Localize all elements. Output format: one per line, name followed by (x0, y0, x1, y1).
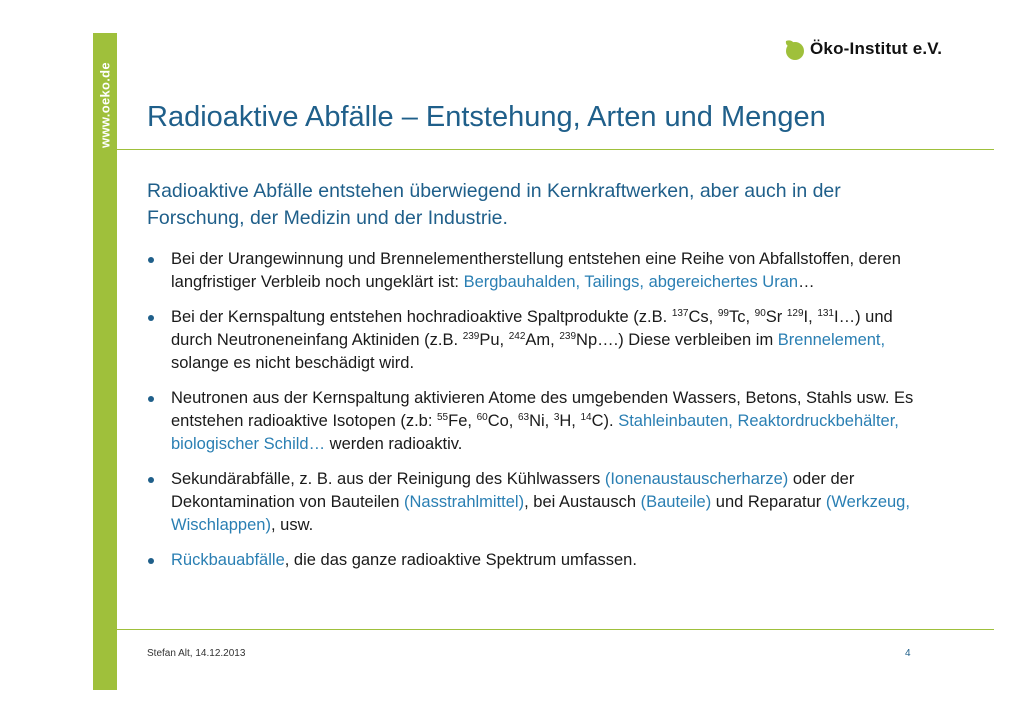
isotope-mass: 242 (508, 331, 526, 342)
bullet-text: Pu, (479, 331, 509, 349)
isotope-mass: 55 (437, 412, 449, 423)
isotope-mass: 90 (754, 308, 766, 319)
logo (780, 36, 942, 62)
isotope-mass: 99 (717, 308, 729, 319)
bullet-text: Ni, (529, 412, 554, 430)
bullet-dot-icon (148, 315, 154, 321)
slide-title: Radioaktive Abfälle – Entstehung, Arten und Mengen (147, 101, 826, 133)
bullet-dot-icon (148, 558, 154, 564)
bullet-item (147, 248, 917, 294)
bullet-dot-icon (148, 396, 154, 402)
bullet-text: Bei der Kernspaltung entstehen hochradioaktive Spaltprodukte (z.B. (171, 308, 672, 326)
bullet-highlight: Bergbauhalden, Tailings, abgereichertes Uran (463, 273, 799, 291)
bullet-text: solange es nicht beschädigt wird. (171, 354, 415, 372)
isotope-mass: 239 (559, 331, 577, 342)
bullet-text: Np….) Diese verbleiben im (576, 331, 778, 349)
isotope-mass: 131 (817, 308, 834, 319)
bullet-text: Bei der Urangewinnung und Brennelementherstellung entstehen eine Reihe von Abfallstoffen, deren langfristiger Verbleib noch ungeklärt ist: (171, 250, 901, 291)
isotope-mass: 63 (517, 412, 530, 423)
bullet-text: Fe, (448, 412, 477, 430)
bullet-text: I, (803, 308, 818, 326)
bullet-text: C). (591, 412, 619, 430)
sidebar-url-text: www.oeko.de (97, 62, 113, 148)
bullet-list (147, 248, 917, 584)
logo-text: Öko-Institut e.V. (810, 39, 943, 58)
bullet-text: Sekundärabfälle, z. B. aus der Reinigung des Kühlwassers (171, 470, 605, 488)
bullet-highlight: (Nasstrahlmittel) (403, 493, 525, 511)
bullet-dot-icon (148, 477, 154, 483)
bullet-highlight: (Ionenaustauscherharze) (604, 470, 789, 488)
intro-text: Radioaktive Abfälle entstehen überwiegend in Kernkraftwerken, aber auch in der Forschung, der Medizin und der Industrie. (147, 180, 841, 229)
bullet-highlight: (Bauteile) (640, 493, 712, 511)
isotope-mass: 239 (462, 331, 480, 342)
bullet-text: Tc, (728, 308, 755, 326)
bullet-item (147, 468, 917, 537)
bullet-text: , die das ganze radioaktive Spektrum umfassen. (284, 551, 637, 569)
bullet-highlight: Rückbauabfälle (171, 551, 285, 569)
isotope-mass: 14 (580, 412, 592, 423)
bullet-text: werden radioaktiv. (325, 435, 463, 453)
bullet-text: I…) und durch Neutroneneinfang Aktiniden (z.B. (171, 308, 893, 349)
footer-author-date: Stefan Alt, 14.12.2013 (147, 648, 246, 659)
isotope-mass: 3 (553, 412, 560, 423)
title-divider (117, 149, 994, 150)
isotope-mass: 129 (786, 308, 804, 319)
logo-leaf-icon (780, 37, 806, 61)
bullet-highlight: (Werkzeug, Wischlappen) (171, 493, 910, 534)
isotope-mass: 137 (671, 308, 689, 319)
page-number: 4 (905, 648, 911, 659)
bullet-text: Sr (765, 308, 787, 326)
isotope-mass: 60 (476, 412, 488, 423)
bullet-text: … (798, 273, 815, 291)
bullet-text: Neutronen aus der Kernspaltung aktivieren Atome des umgebenden Wassers, Betons, Stahls usw. Es entstehen radioaktive Isotopen (z.b: (171, 389, 914, 430)
bullet-text: und Reparatur (711, 493, 826, 511)
bullet-item (147, 549, 917, 572)
sidebar-url (93, 33, 117, 183)
bullet-text: Cs, (688, 308, 718, 326)
bullet-text: , bei Austausch (524, 493, 641, 511)
bullet-text: Am, (525, 331, 560, 349)
bullet-highlight: Stahleinbauten, Reaktordruckbehälter, biologischer Schild… (171, 412, 899, 453)
bullet-text: H, (559, 412, 581, 430)
bullet-text: oder der Dekontamination von Bauteilen (171, 470, 855, 511)
bullet-highlight: Brennelement, (777, 331, 886, 349)
bullet-text: Co, (487, 412, 518, 430)
bullet-text: , usw. (270, 516, 314, 534)
sidebar-bar (93, 33, 117, 690)
footer-divider (117, 629, 994, 630)
bullet-item (147, 387, 917, 456)
bullet-dot-icon (148, 257, 154, 263)
bullet-item (147, 306, 917, 375)
